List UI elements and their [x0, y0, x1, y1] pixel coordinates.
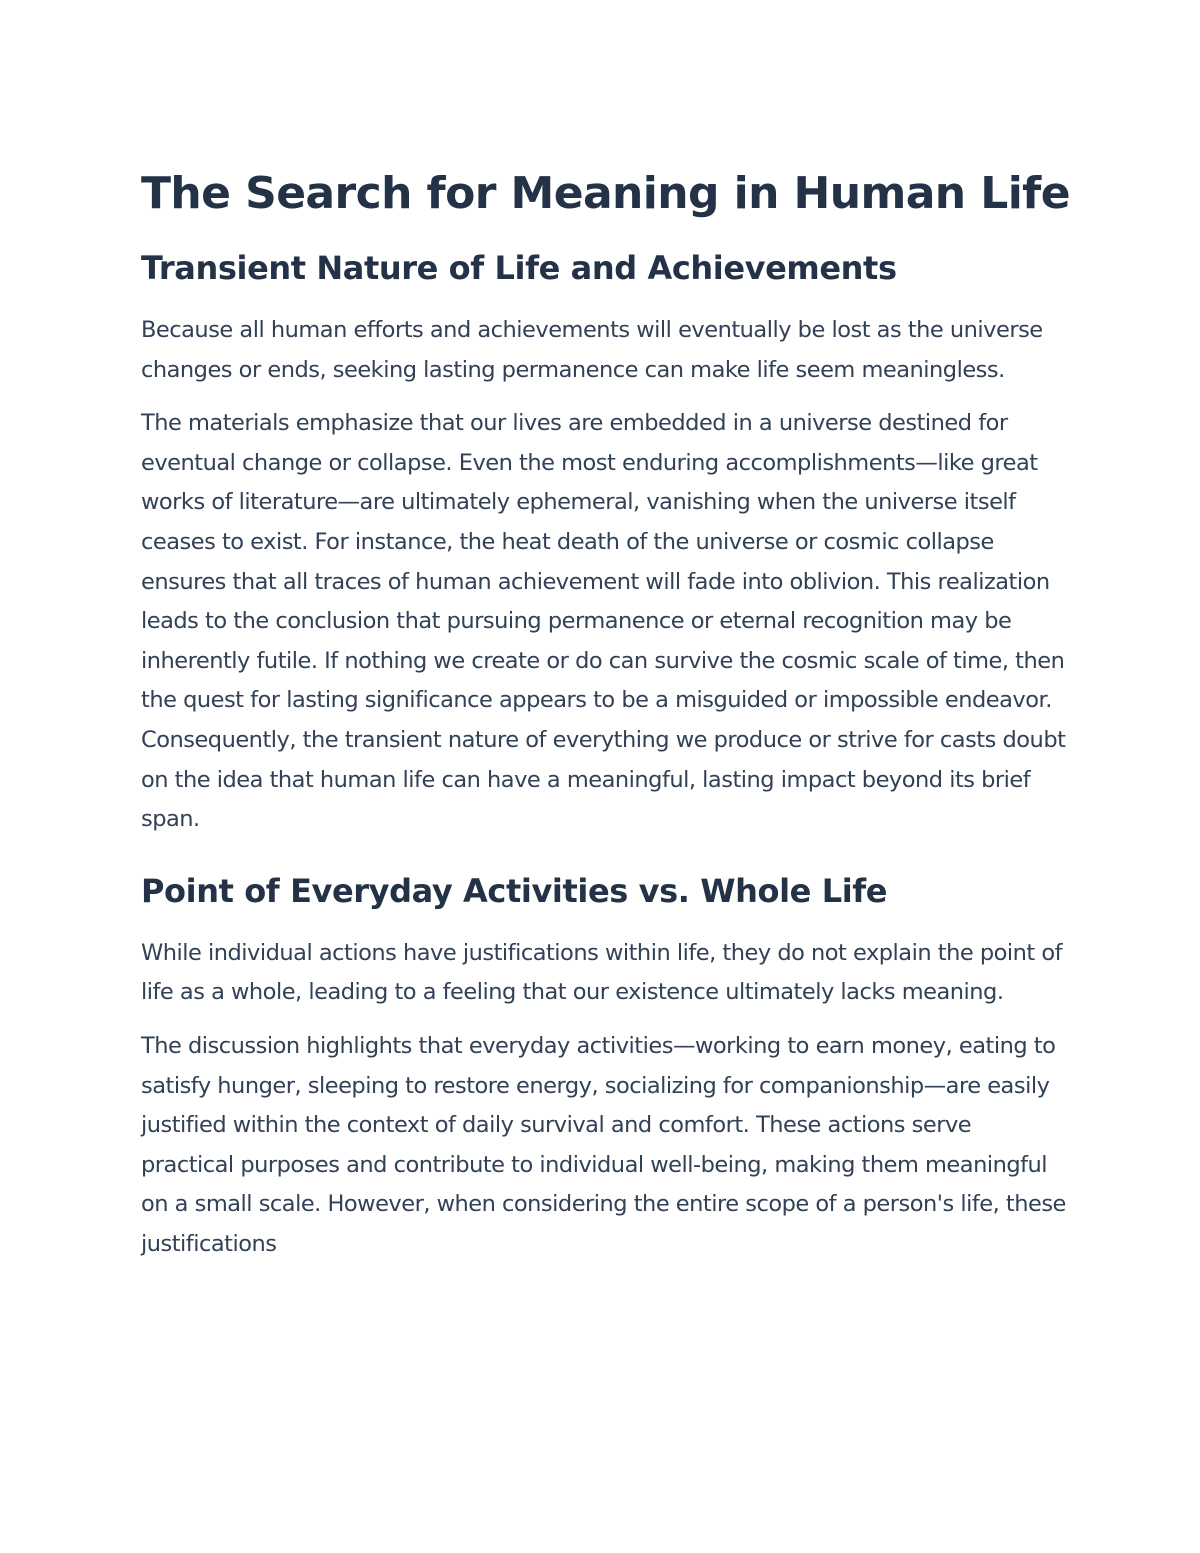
paragraph-summary: While individual actions have justifications within life, they do not explain the point of life as a whole, leading to a feeling that our existence ultimately lacks meaning.: [141, 939, 1063, 1006]
section-transient-nature: [141, 245, 1070, 840]
section-heading: Point of Everyday Activities vs. Whole Life: [141, 871, 888, 910]
paragraph-body: The discussion highlights that everyday activities—working to earn money, eating to satisfy hunger, sleeping to restore energy, socializing for companionship—are easily justified within the context of daily survival and comfort. These actions serve practical purposes and contribute to individual well-being, making them meaningful on a small scale. However, when considering the entire scope of a person's life, these justifications: [141, 1032, 1066, 1257]
section-everyday-activities: [141, 868, 1070, 1265]
document-title: The Search for Meaning in Human Life: [141, 168, 1070, 219]
paragraph-body: The materials emphasize that our lives are embedded in a universe destined for eventual change or collapse. Even the most enduring accomplishments—like great works of literature—are ultimately ephemeral, vanishing when the universe itself ceases to exist. For instance, the heat death of the universe or cosmic collapse ensures that all traces of human achievement will fade into oblivion. This realization leads to the conclusion that pursuing permanence or eternal recognition may be inherently futile. If nothing we create or do can survive the cosmic scale of time, then the quest for lasting significance appears to be a misguided or impossible endeavor. Consequently, the transient nature of everything we produce or strive for casts doubt on the idea that human life can have a meaningful, lasting impact beyond its brief span.: [141, 410, 1066, 833]
section-heading: Transient Nature of Life and Achievements: [141, 249, 897, 287]
paragraph-summary: Because all human efforts and achievements will eventually be lost as the universe changes or ends, seeking lasting permanence can make life seem meaningless.: [141, 317, 1043, 383]
